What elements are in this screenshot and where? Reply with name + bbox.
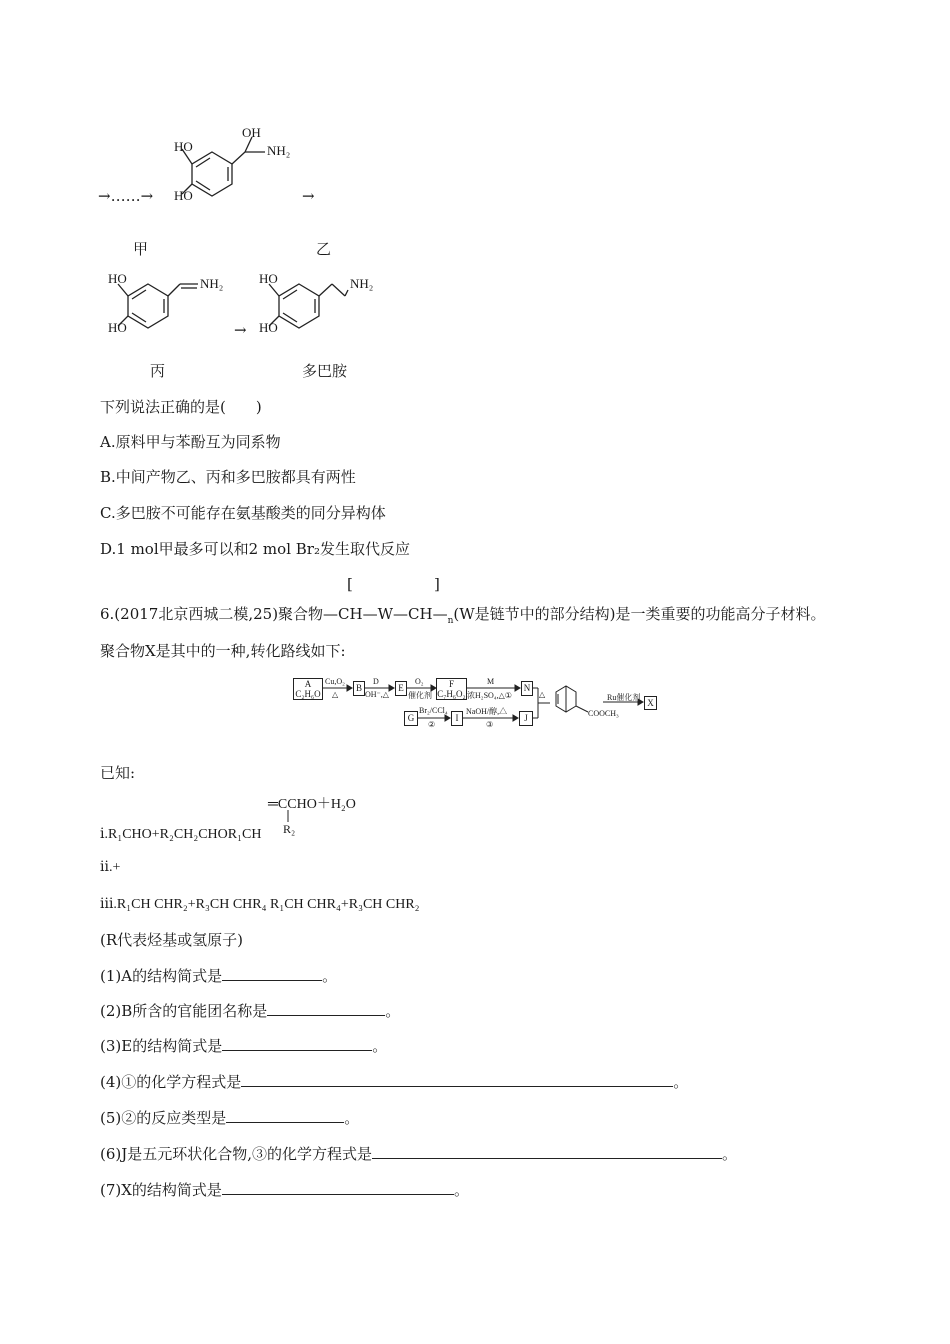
answer-blank[interactable] — [226, 1108, 344, 1123]
hydroxyl-label: OH — [242, 125, 261, 140]
question-item — [100, 1180, 469, 1200]
question-end: 。 — [673, 1073, 689, 1091]
condition-label: 浓H₂SO₄,△① — [467, 691, 512, 700]
question-text: (3)E的结构简式是 — [100, 1037, 223, 1055]
label-bing: 丙 — [150, 362, 166, 380]
hydroxyl-label: HO — [259, 271, 278, 286]
option-a: A.原料甲与苯酚互为同系物 — [100, 433, 281, 451]
bracket-close: ] — [434, 575, 440, 593]
question-end: 。 — [322, 967, 338, 985]
option-b: B.中间产物乙、丙和多巴胺都具有两性 — [100, 468, 356, 486]
ester-group-label: COOCH₃ — [588, 709, 619, 718]
answer-blank[interactable] — [222, 1036, 372, 1051]
box-label: I — [455, 713, 459, 723]
box-label: J — [524, 713, 528, 723]
question-item — [100, 1072, 688, 1092]
condition-label: 催化剂 — [408, 691, 432, 700]
condition-label: △ — [539, 690, 546, 699]
question-end: 。 — [453, 1181, 469, 1199]
question-text: (4)①的化学方程式是 — [100, 1073, 242, 1091]
label-dopamine: 多巴胺 — [302, 362, 348, 380]
known-reaction-iii: ⅲ.R₁CH CHR₂+R₃CH CHR₄ R₁CH CHR₄+R₃CH CHR₂ — [100, 897, 420, 912]
box-label: E — [398, 683, 404, 693]
label-jia: 甲 — [133, 240, 149, 258]
option-c: C.多巴胺不可能存在氨基酸类的同分异构体 — [100, 504, 386, 522]
known-i-product: ═CCHO＋H₂O — [268, 797, 356, 812]
box-label: A — [304, 679, 312, 689]
reaction-arrow: →……→ — [98, 187, 154, 205]
condition-label: ③ — [486, 720, 494, 729]
condition-label: D — [373, 677, 379, 686]
condition-label: M — [487, 677, 495, 686]
condition-label: NaOH/醇,△ — [466, 707, 508, 716]
question-item — [100, 1144, 737, 1164]
polymer-formula: —CH—W—CH— — [323, 605, 448, 623]
known-reaction-ii: ⅱ.+ — [100, 860, 121, 875]
condition-label: O₂ — [415, 677, 424, 686]
box-label: B — [355, 683, 362, 693]
question-end: 。 — [344, 1109, 360, 1127]
intro-text-2: (W是链节中的部分结构)是一类重要的功能高分子材料。 — [453, 605, 826, 623]
condition-label: OH⁻,△ — [365, 690, 389, 699]
known-title: 已知: — [100, 764, 136, 782]
question-6-line2: 聚合物X是其中的一种,转化路线如下: — [100, 642, 346, 660]
answer-blank[interactable] — [222, 1180, 454, 1195]
box-formula: C₂H₆O — [295, 689, 321, 699]
question-text: (1)A的结构简式是 — [100, 967, 223, 985]
box-label: F — [448, 679, 454, 689]
question-stem: 下列说法正确的是( ) — [100, 398, 262, 416]
answer-blank[interactable] — [267, 1001, 385, 1016]
question-text: (5)②的反应类型是 — [100, 1109, 227, 1127]
option-d: D.1 mol甲最多可以和2 mol Br₂发生取代反应 — [100, 540, 410, 558]
answer-blank[interactable] — [222, 966, 322, 981]
condition-label: Br₂/CCl₄ — [419, 706, 448, 715]
question-end: 。 — [722, 1145, 738, 1163]
reaction-arrow: → — [234, 321, 247, 339]
question-end: 。 — [385, 1002, 401, 1020]
question-item — [100, 966, 337, 986]
answer-blank[interactable] — [241, 1072, 673, 1087]
condition-label: Cu,O₂ — [325, 677, 345, 686]
reaction-arrow: → — [302, 187, 315, 205]
hydroxyl-label: HO — [259, 320, 278, 335]
known-note: (R代表烃基或氢原子) — [100, 931, 243, 949]
condition-label: Ru催化剂 — [607, 693, 641, 702]
intro-text: 6.(2017北京西城二模,25)聚合物 — [100, 605, 324, 623]
box-label: G — [407, 713, 415, 723]
known-reaction-i: ⅰ.R₁CHO+R₂CH₂CHOR₁CH — [100, 827, 262, 842]
known-i-substituent: R₂ — [283, 822, 296, 836]
question-text: (6)J是五元环状化合物,③的化学方程式是 — [100, 1145, 373, 1163]
question-end: 。 — [372, 1037, 388, 1055]
question-item — [100, 1001, 400, 1021]
subscript-n: n — [447, 616, 454, 626]
amine-label: NH₂ — [267, 143, 291, 158]
condition-label: ② — [428, 720, 436, 729]
amine-label: NH₂ — [200, 276, 224, 291]
label-yi: 乙 — [316, 240, 332, 258]
amine-label: NH₂ — [350, 276, 374, 291]
box-formula: C₇H₆O₂ — [437, 689, 466, 699]
condition-label: △ — [332, 690, 339, 699]
question-item — [100, 1108, 359, 1128]
hydroxyl-label: HO — [174, 139, 193, 154]
box-label: X — [647, 698, 654, 708]
question-item — [100, 1036, 387, 1056]
hydroxyl-label: HO — [174, 188, 193, 203]
hydroxyl-label: HO — [108, 320, 127, 335]
question-text: (7)X的结构简式是 — [100, 1181, 222, 1199]
box-label: N — [523, 683, 531, 693]
answer-blank[interactable] — [372, 1144, 722, 1159]
hydroxyl-label: HO — [108, 271, 127, 286]
question-text: (2)B所含的官能团名称是 — [100, 1002, 268, 1020]
bracket-open: [ — [347, 575, 353, 593]
